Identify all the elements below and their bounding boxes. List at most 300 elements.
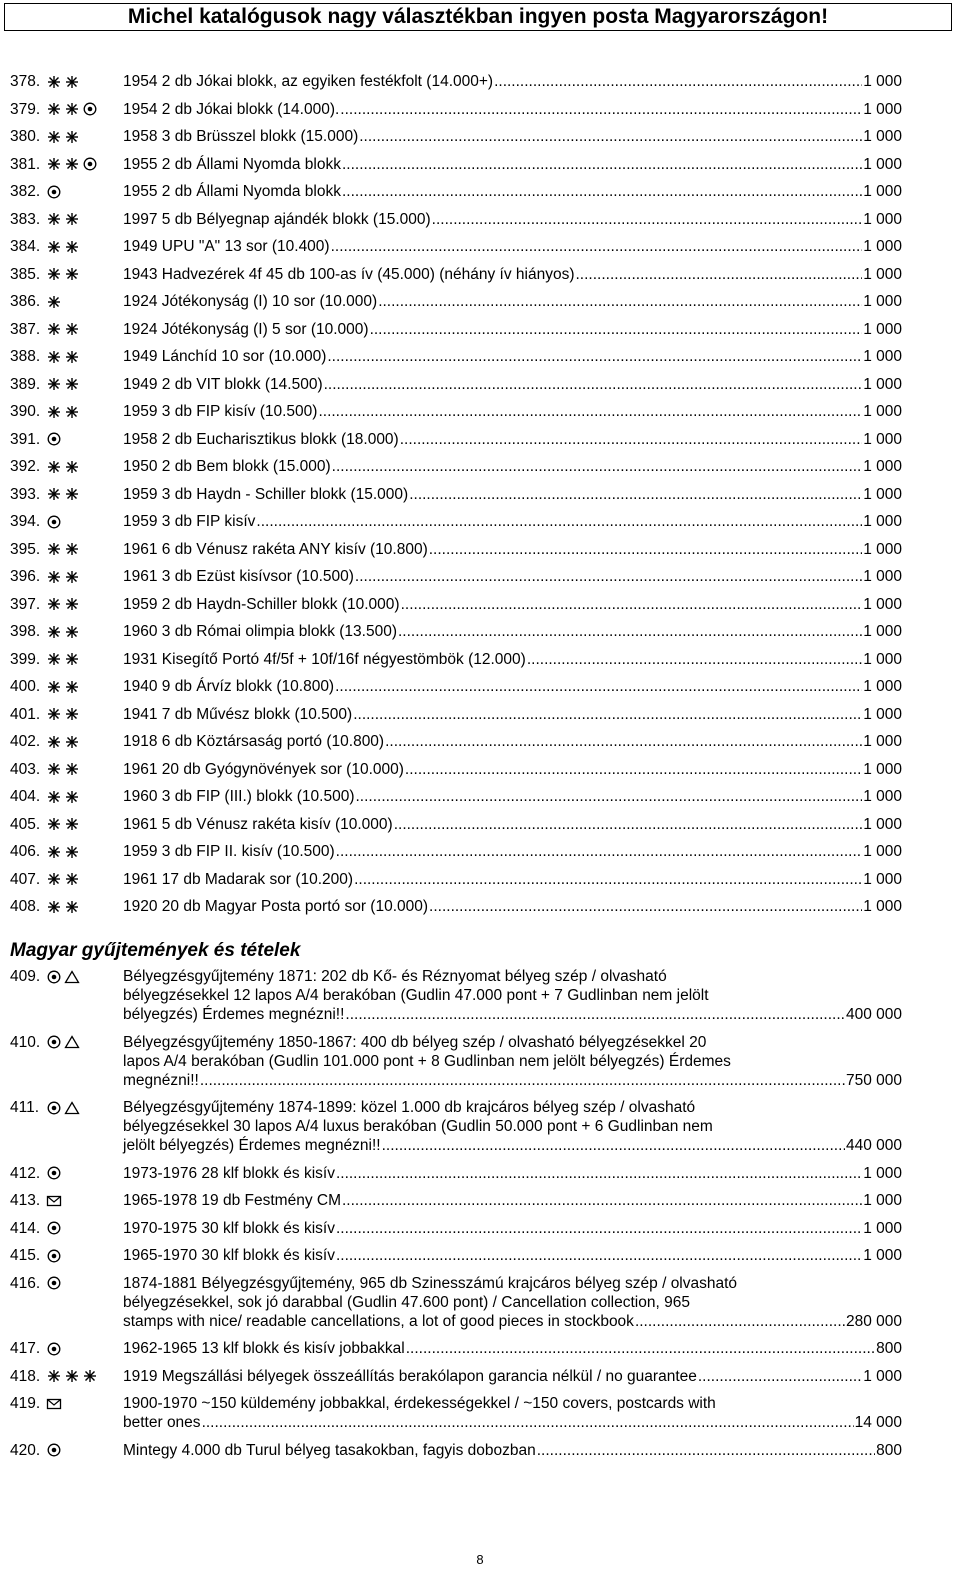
lot-number: 386. bbox=[10, 293, 41, 310]
lot-number: 416. bbox=[10, 1274, 41, 1292]
mint-star-icon bbox=[46, 350, 62, 364]
condition-symbols bbox=[46, 842, 130, 861]
description-line: 1973-1976 28 klf blokk és kisív bbox=[123, 1164, 335, 1182]
envelope-icon bbox=[46, 1194, 62, 1208]
mint-star-icon bbox=[64, 377, 80, 391]
dot-leader bbox=[336, 1219, 862, 1238]
lot-number: 418. bbox=[10, 1367, 41, 1385]
lot-description bbox=[123, 265, 902, 284]
description-line: 1955 2 db Állami Nyomda blokk bbox=[123, 155, 341, 173]
used-postmark-icon bbox=[46, 970, 62, 984]
description-line: 1949 2 db VIT blokk (14.500) bbox=[123, 375, 323, 393]
mint-star-icon bbox=[46, 680, 62, 694]
lot-description bbox=[123, 567, 902, 586]
lot-number: 399. bbox=[10, 650, 41, 668]
lot-description bbox=[123, 1274, 902, 1331]
condition-symbols bbox=[46, 1164, 130, 1183]
lot-price: 14 000 bbox=[854, 1414, 902, 1431]
lot-row bbox=[10, 732, 902, 760]
used-postmark-icon bbox=[46, 1101, 62, 1115]
lot-price: 1 000 bbox=[863, 595, 902, 613]
lot-number: 402. bbox=[10, 733, 41, 750]
lot-row bbox=[10, 650, 902, 678]
section-title: Magyar gyűjtemények és tételek bbox=[10, 940, 301, 961]
description-line: Bélyegzésgyűjtemény 1871: 202 db Kő- és Réznyomat bélyeg szép / olvasható bbox=[123, 968, 667, 985]
lot-number: 379. bbox=[10, 100, 41, 118]
used-postmark-icon bbox=[82, 157, 98, 171]
mint-star-icon bbox=[46, 570, 62, 584]
lot-row bbox=[10, 842, 902, 870]
mint-star-icon bbox=[46, 625, 62, 639]
mint-star-icon bbox=[46, 102, 62, 116]
mint-star-icon bbox=[46, 267, 62, 281]
lot-description bbox=[123, 402, 902, 421]
description-line: 1958 3 db Brüsszel blokk (15.000) bbox=[123, 128, 359, 145]
lot-number: 388. bbox=[10, 348, 41, 365]
dot-leader bbox=[355, 567, 862, 586]
lot-row bbox=[10, 967, 902, 1024]
dot-leader bbox=[340, 100, 862, 119]
mint-star-icon bbox=[64, 460, 80, 474]
used-postmark-icon bbox=[46, 1249, 62, 1263]
mint-star-icon bbox=[46, 405, 62, 419]
dot-leader bbox=[576, 265, 863, 284]
lot-number: 420. bbox=[10, 1441, 41, 1459]
description-line: 1900-1970 ~150 küldemény jobbakkal, érdekességekkel / ~150 covers, postcards with bbox=[123, 1395, 716, 1412]
lot-description bbox=[123, 320, 902, 339]
description-line: 1941 7 db Művész blokk (10.500) bbox=[123, 705, 353, 723]
dot-leader bbox=[406, 1339, 875, 1358]
description-line: 1943 Hadvezérek 4f 45 db 100-as ív (45.000) (néhány ív hiányos) bbox=[123, 265, 575, 283]
mint-star-icon bbox=[64, 790, 80, 804]
mint-star-icon bbox=[64, 817, 80, 831]
description-line: 1949 UPU "A" 13 sor (10.400) bbox=[123, 238, 330, 255]
dot-leader bbox=[429, 897, 862, 916]
mint-star-icon bbox=[46, 157, 62, 171]
condition-symbols bbox=[46, 705, 130, 724]
mint-star-icon bbox=[46, 212, 62, 226]
lot-price: 1 000 bbox=[863, 898, 902, 915]
dot-leader bbox=[429, 540, 862, 559]
description-line: bélyegzés) Érdemes megnézni!! bbox=[123, 1006, 345, 1023]
mint-star-icon bbox=[64, 652, 80, 666]
lot-row bbox=[10, 375, 902, 403]
lot-price: 1 000 bbox=[863, 568, 902, 585]
lot-description bbox=[123, 787, 902, 806]
lot-row bbox=[10, 1367, 902, 1395]
description-line: 1961 17 db Madarak sor (10.200) bbox=[123, 870, 354, 888]
mint-star-icon bbox=[46, 1369, 62, 1383]
lot-number: 401. bbox=[10, 705, 41, 723]
condition-symbols bbox=[46, 815, 130, 834]
lot-row bbox=[10, 347, 902, 375]
lot-description bbox=[123, 967, 902, 1024]
lot-row bbox=[10, 320, 902, 348]
condition-symbols bbox=[46, 870, 130, 889]
description-line: Mintegy 4.000 db Turul bélyeg tasakokban, fagyis dobozban bbox=[123, 1441, 536, 1459]
lot-row bbox=[10, 402, 902, 430]
lot-description bbox=[123, 595, 902, 614]
mint-star-icon bbox=[64, 872, 80, 886]
condition-symbols bbox=[46, 1098, 130, 1117]
lot-price: 1 000 bbox=[863, 375, 902, 393]
lot-description bbox=[123, 347, 902, 366]
condition-symbols bbox=[46, 967, 130, 986]
dot-leader bbox=[336, 1246, 862, 1265]
lot-description bbox=[123, 1219, 902, 1238]
condition-symbols bbox=[46, 375, 130, 394]
lot-row bbox=[10, 540, 902, 568]
lot-number: 389. bbox=[10, 375, 41, 393]
lot-price: 1 000 bbox=[863, 458, 902, 475]
envelope-icon bbox=[46, 1397, 62, 1411]
triangle-icon bbox=[64, 970, 80, 984]
condition-symbols bbox=[46, 622, 130, 641]
lot-description bbox=[123, 622, 902, 641]
mint-star-icon bbox=[64, 707, 80, 721]
lot-description bbox=[123, 1339, 902, 1358]
dot-leader bbox=[200, 1071, 845, 1090]
description-line: 1954 2 db Jókai blokk (14.000). bbox=[123, 100, 340, 118]
lot-description bbox=[123, 1191, 902, 1210]
lot-description bbox=[123, 430, 902, 449]
lot-price: 1 000 bbox=[863, 430, 902, 448]
dot-leader bbox=[353, 705, 862, 724]
description-line: 1954 2 db Jókai blokk, az egyiken festékfolt (14.000+) bbox=[123, 73, 494, 90]
condition-symbols bbox=[46, 760, 130, 779]
lot-number: 409. bbox=[10, 968, 41, 985]
lot-number: 410. bbox=[10, 1033, 41, 1051]
lot-price: 1 000 bbox=[863, 100, 902, 118]
description-line: 1919 Megszállási bélyegek összeállítás berakólapon garancia nélkül / no guarantee bbox=[123, 1367, 697, 1385]
dot-leader bbox=[405, 760, 862, 779]
condition-symbols bbox=[46, 1246, 130, 1265]
lot-description bbox=[123, 1394, 902, 1432]
lot-number: 404. bbox=[10, 788, 41, 805]
description-line: 1959 2 db Haydn-Schiller blokk (10.000) bbox=[123, 595, 400, 613]
description-line: 1962-1965 13 klf blokk és kisív jobbakkal bbox=[123, 1340, 405, 1357]
lot-number: 408. bbox=[10, 898, 41, 915]
dot-leader bbox=[327, 347, 862, 366]
lot-row bbox=[10, 815, 902, 843]
description-line: 1924 Jótékonyság (I) 5 sor (10.000) bbox=[123, 320, 369, 338]
condition-symbols bbox=[46, 292, 130, 311]
used-postmark-icon bbox=[46, 1221, 62, 1235]
lot-price: 1 000 bbox=[863, 650, 902, 668]
mint-star-icon bbox=[46, 735, 62, 749]
dot-leader bbox=[342, 1191, 862, 1210]
lot-description bbox=[123, 100, 902, 119]
lot-row bbox=[10, 1246, 902, 1274]
mint-star-icon bbox=[46, 790, 62, 804]
condition-symbols bbox=[46, 1274, 130, 1293]
lot-row bbox=[10, 182, 902, 210]
mint-star-icon bbox=[64, 157, 80, 171]
mint-star-icon bbox=[64, 102, 80, 116]
mint-star-icon bbox=[64, 845, 80, 859]
lot-description bbox=[123, 182, 902, 201]
dot-leader bbox=[202, 1413, 854, 1432]
description-line: 1959 3 db Haydn - Schiller blokk (15.000) bbox=[123, 485, 409, 503]
condition-symbols bbox=[46, 1219, 130, 1238]
lot-description bbox=[123, 1033, 902, 1090]
condition-symbols bbox=[46, 155, 130, 174]
description-line: 1874-1881 Bélyegzésgyűjtemény, 965 db Szinesszámú krajcáros bélyeg szép / olvasható bbox=[123, 1274, 738, 1292]
lot-number: 417. bbox=[10, 1340, 41, 1357]
lot-price: 1 000 bbox=[863, 843, 902, 860]
lot-price: 800 bbox=[876, 1340, 902, 1357]
lot-number: 413. bbox=[10, 1192, 41, 1209]
lot-number: 387. bbox=[10, 320, 41, 338]
dot-leader bbox=[385, 732, 862, 751]
lot-row bbox=[10, 100, 902, 128]
mint-star-icon bbox=[46, 295, 62, 309]
lot-price: 1 000 bbox=[863, 678, 902, 695]
condition-symbols bbox=[46, 485, 130, 504]
lot-description bbox=[123, 897, 902, 916]
used-postmark-icon bbox=[82, 102, 98, 116]
lot-number: 384. bbox=[10, 238, 41, 255]
lot-row bbox=[10, 292, 902, 320]
dot-leader bbox=[382, 1136, 845, 1155]
lot-price: 1 000 bbox=[863, 540, 902, 558]
lot-number: 393. bbox=[10, 485, 41, 503]
lot-price: 1 000 bbox=[863, 485, 902, 503]
used-postmark-icon bbox=[46, 185, 62, 199]
condition-symbols bbox=[46, 210, 130, 229]
dot-leader bbox=[324, 375, 863, 394]
description-line: 1931 Kisegítő Portó 4f/5f + 10f/16f négyestömbök (12.000) bbox=[123, 650, 526, 668]
mint-star-icon bbox=[64, 240, 80, 254]
description-line: bélyegzésekkel 12 lapos A/4 berakóban (Gudlin 47.000 pont + 7 Gudlinban nem jelölt bbox=[123, 987, 709, 1004]
lot-number: 391. bbox=[10, 430, 41, 448]
lot-price: 1 000 bbox=[863, 210, 902, 228]
dot-leader bbox=[698, 1367, 862, 1386]
lot-number: 397. bbox=[10, 595, 41, 613]
lot-number: 392. bbox=[10, 458, 41, 475]
lot-price: 1 000 bbox=[863, 1192, 902, 1209]
dot-leader bbox=[336, 842, 863, 861]
lot-price: 1 000 bbox=[863, 788, 902, 805]
lot-price: 1 000 bbox=[863, 623, 902, 640]
condition-symbols bbox=[46, 320, 130, 339]
triangle-icon bbox=[64, 1035, 80, 1049]
lot-description bbox=[123, 1441, 902, 1460]
mint-star-icon bbox=[64, 570, 80, 584]
mint-star-icon bbox=[64, 405, 80, 419]
description-line: 1960 3 db Római olimpia blokk (13.500) bbox=[123, 623, 397, 640]
mint-star-icon bbox=[46, 487, 62, 501]
used-postmark-icon bbox=[46, 1443, 62, 1457]
condition-symbols bbox=[46, 127, 130, 146]
dot-leader bbox=[331, 237, 863, 256]
description-line: 1970-1975 30 klf blokk és kisív bbox=[123, 1219, 335, 1237]
dot-leader bbox=[401, 595, 863, 614]
lot-row bbox=[10, 1164, 902, 1192]
condition-symbols bbox=[46, 1191, 130, 1210]
lot-number: 378. bbox=[10, 73, 41, 90]
page-number: 8 bbox=[476, 1552, 484, 1567]
dot-leader bbox=[527, 650, 862, 669]
mint-star-icon bbox=[64, 267, 80, 281]
description-line: jelölt bélyegzés) Érdemes megnézni!! bbox=[123, 1137, 381, 1154]
lot-row bbox=[10, 512, 902, 540]
dot-leader bbox=[378, 292, 862, 311]
used-postmark-icon bbox=[46, 1276, 62, 1290]
lot-number: 400. bbox=[10, 678, 41, 695]
lot-number: 398. bbox=[10, 623, 41, 640]
used-postmark-icon bbox=[46, 1035, 62, 1049]
lot-price: 1 000 bbox=[863, 760, 902, 778]
dot-leader bbox=[537, 1441, 875, 1460]
lot-row bbox=[10, 457, 902, 485]
lot-price: 280 000 bbox=[845, 1312, 902, 1330]
dot-leader bbox=[332, 457, 863, 476]
description-line: 1961 20 db Gyógynövények sor (10.000) bbox=[123, 760, 404, 778]
lot-row bbox=[10, 1219, 902, 1247]
lot-number: 396. bbox=[10, 568, 41, 585]
lot-row bbox=[10, 1274, 902, 1331]
lot-row bbox=[10, 155, 902, 183]
lot-price: 1 000 bbox=[863, 238, 902, 255]
condition-symbols bbox=[46, 650, 130, 669]
description-line: megnézni!! bbox=[123, 1071, 199, 1089]
dot-leader bbox=[400, 430, 862, 449]
dot-leader bbox=[342, 182, 862, 201]
lot-row bbox=[10, 870, 902, 898]
used-postmark-icon bbox=[46, 432, 62, 446]
triangle-icon bbox=[64, 1101, 80, 1115]
lot-description bbox=[123, 1246, 902, 1265]
description-line: 1961 3 db Ezüst kisívsor (10.500) bbox=[123, 568, 354, 585]
description-line: 1997 5 db Bélyegnap ajándék blokk (15.000) bbox=[123, 210, 431, 228]
mint-star-icon bbox=[46, 652, 62, 666]
lot-description bbox=[123, 870, 902, 889]
condition-symbols bbox=[46, 1339, 130, 1358]
lot-price: 400 000 bbox=[845, 1006, 902, 1023]
condition-symbols bbox=[46, 732, 130, 751]
lot-row bbox=[10, 72, 902, 100]
lot-description bbox=[123, 1164, 902, 1183]
condition-symbols bbox=[46, 347, 130, 366]
lot-description bbox=[123, 457, 902, 476]
lot-description bbox=[123, 842, 902, 861]
condition-symbols bbox=[46, 677, 130, 696]
dot-leader bbox=[354, 870, 862, 889]
lot-number: 403. bbox=[10, 760, 41, 778]
lot-number: 415. bbox=[10, 1247, 41, 1264]
mint-star-icon bbox=[46, 130, 62, 144]
mint-star-icon bbox=[64, 900, 80, 914]
lot-number: 407. bbox=[10, 870, 41, 888]
description-line: 1955 2 db Állami Nyomda blokk bbox=[123, 183, 341, 200]
mint-star-icon bbox=[46, 322, 62, 336]
condition-symbols bbox=[46, 540, 130, 559]
condition-symbols bbox=[46, 787, 130, 806]
lot-description bbox=[123, 650, 902, 669]
lot-price: 1 000 bbox=[863, 403, 902, 420]
lot-number: 395. bbox=[10, 540, 41, 558]
condition-symbols bbox=[46, 1394, 130, 1413]
condition-symbols bbox=[46, 72, 130, 91]
mint-star-icon bbox=[46, 817, 62, 831]
lot-price: 1 000 bbox=[863, 1367, 902, 1385]
dot-leader bbox=[409, 485, 862, 504]
mint-star-icon bbox=[64, 487, 80, 501]
description-line: 1961 5 db Vénusz rakéta kisív (10.000) bbox=[123, 815, 393, 833]
lot-row bbox=[10, 1339, 902, 1367]
mint-star-icon bbox=[46, 460, 62, 474]
dot-leader bbox=[359, 127, 862, 146]
mint-star-icon bbox=[46, 872, 62, 886]
description-line: 1959 3 db FIP kisív bbox=[123, 513, 256, 530]
mint-star-icon bbox=[64, 735, 80, 749]
dot-leader bbox=[342, 155, 862, 174]
lot-row bbox=[10, 127, 902, 155]
lot-row bbox=[10, 485, 902, 513]
condition-symbols bbox=[46, 402, 130, 421]
lot-description bbox=[123, 1098, 902, 1155]
promo-banner: Michel katalógusok nagy választékban ingyen posta Magyarországon! bbox=[4, 3, 952, 31]
lot-row bbox=[10, 1441, 902, 1469]
mint-star-icon bbox=[64, 75, 80, 89]
dot-leader bbox=[318, 402, 862, 421]
lot-row bbox=[10, 897, 902, 925]
lot-row bbox=[10, 210, 902, 238]
mint-star-icon bbox=[64, 1369, 80, 1383]
lot-price: 1 000 bbox=[863, 348, 902, 365]
lot-price: 1 000 bbox=[863, 183, 902, 200]
description-line: bélyegzésekkel, sok jó darabbal (Gudlin 47.600 pont) / Cancellation collection, 965 bbox=[123, 1293, 690, 1311]
lot-row bbox=[10, 430, 902, 458]
description-line: 1961 6 db Vénusz rakéta ANY kisív (10.800) bbox=[123, 540, 428, 558]
lot-price: 1 000 bbox=[863, 705, 902, 723]
mint-star-icon bbox=[46, 75, 62, 89]
mint-star-icon bbox=[46, 377, 62, 391]
mint-star-icon bbox=[64, 762, 80, 776]
lot-description bbox=[123, 210, 902, 229]
lot-row bbox=[10, 595, 902, 623]
used-postmark-icon bbox=[46, 515, 62, 529]
lot-description bbox=[123, 485, 902, 504]
lot-row bbox=[10, 622, 902, 650]
description-line: lapos A/4 berakóban (Gudlin 101.000 pont + 8 Gudlinban nem jelölt bélyegzés) Érdemes bbox=[123, 1052, 731, 1070]
lot-price: 1 000 bbox=[863, 870, 902, 888]
lot-description bbox=[123, 760, 902, 779]
lot-description bbox=[123, 72, 902, 91]
lot-description bbox=[123, 292, 902, 311]
lot-number: 382. bbox=[10, 183, 41, 200]
lot-description bbox=[123, 512, 902, 531]
description-line: stamps with nice/ readable cancellations, a lot of good pieces in stockbook bbox=[123, 1312, 634, 1330]
condition-symbols bbox=[46, 1033, 130, 1052]
lot-price: 800 bbox=[876, 1441, 902, 1459]
condition-symbols bbox=[46, 897, 130, 916]
used-postmark-icon bbox=[46, 1166, 62, 1180]
lot-price: 750 000 bbox=[845, 1071, 902, 1089]
lot-row bbox=[10, 1098, 902, 1155]
lot-row bbox=[10, 1394, 902, 1432]
lot-description bbox=[123, 375, 902, 394]
mint-star-icon bbox=[46, 845, 62, 859]
condition-symbols bbox=[46, 430, 130, 449]
dot-leader bbox=[398, 622, 862, 641]
mint-star-icon bbox=[46, 542, 62, 556]
lot-row bbox=[10, 237, 902, 265]
lot-number: 383. bbox=[10, 210, 41, 228]
mint-star-icon bbox=[64, 625, 80, 639]
mint-star-icon bbox=[64, 130, 80, 144]
